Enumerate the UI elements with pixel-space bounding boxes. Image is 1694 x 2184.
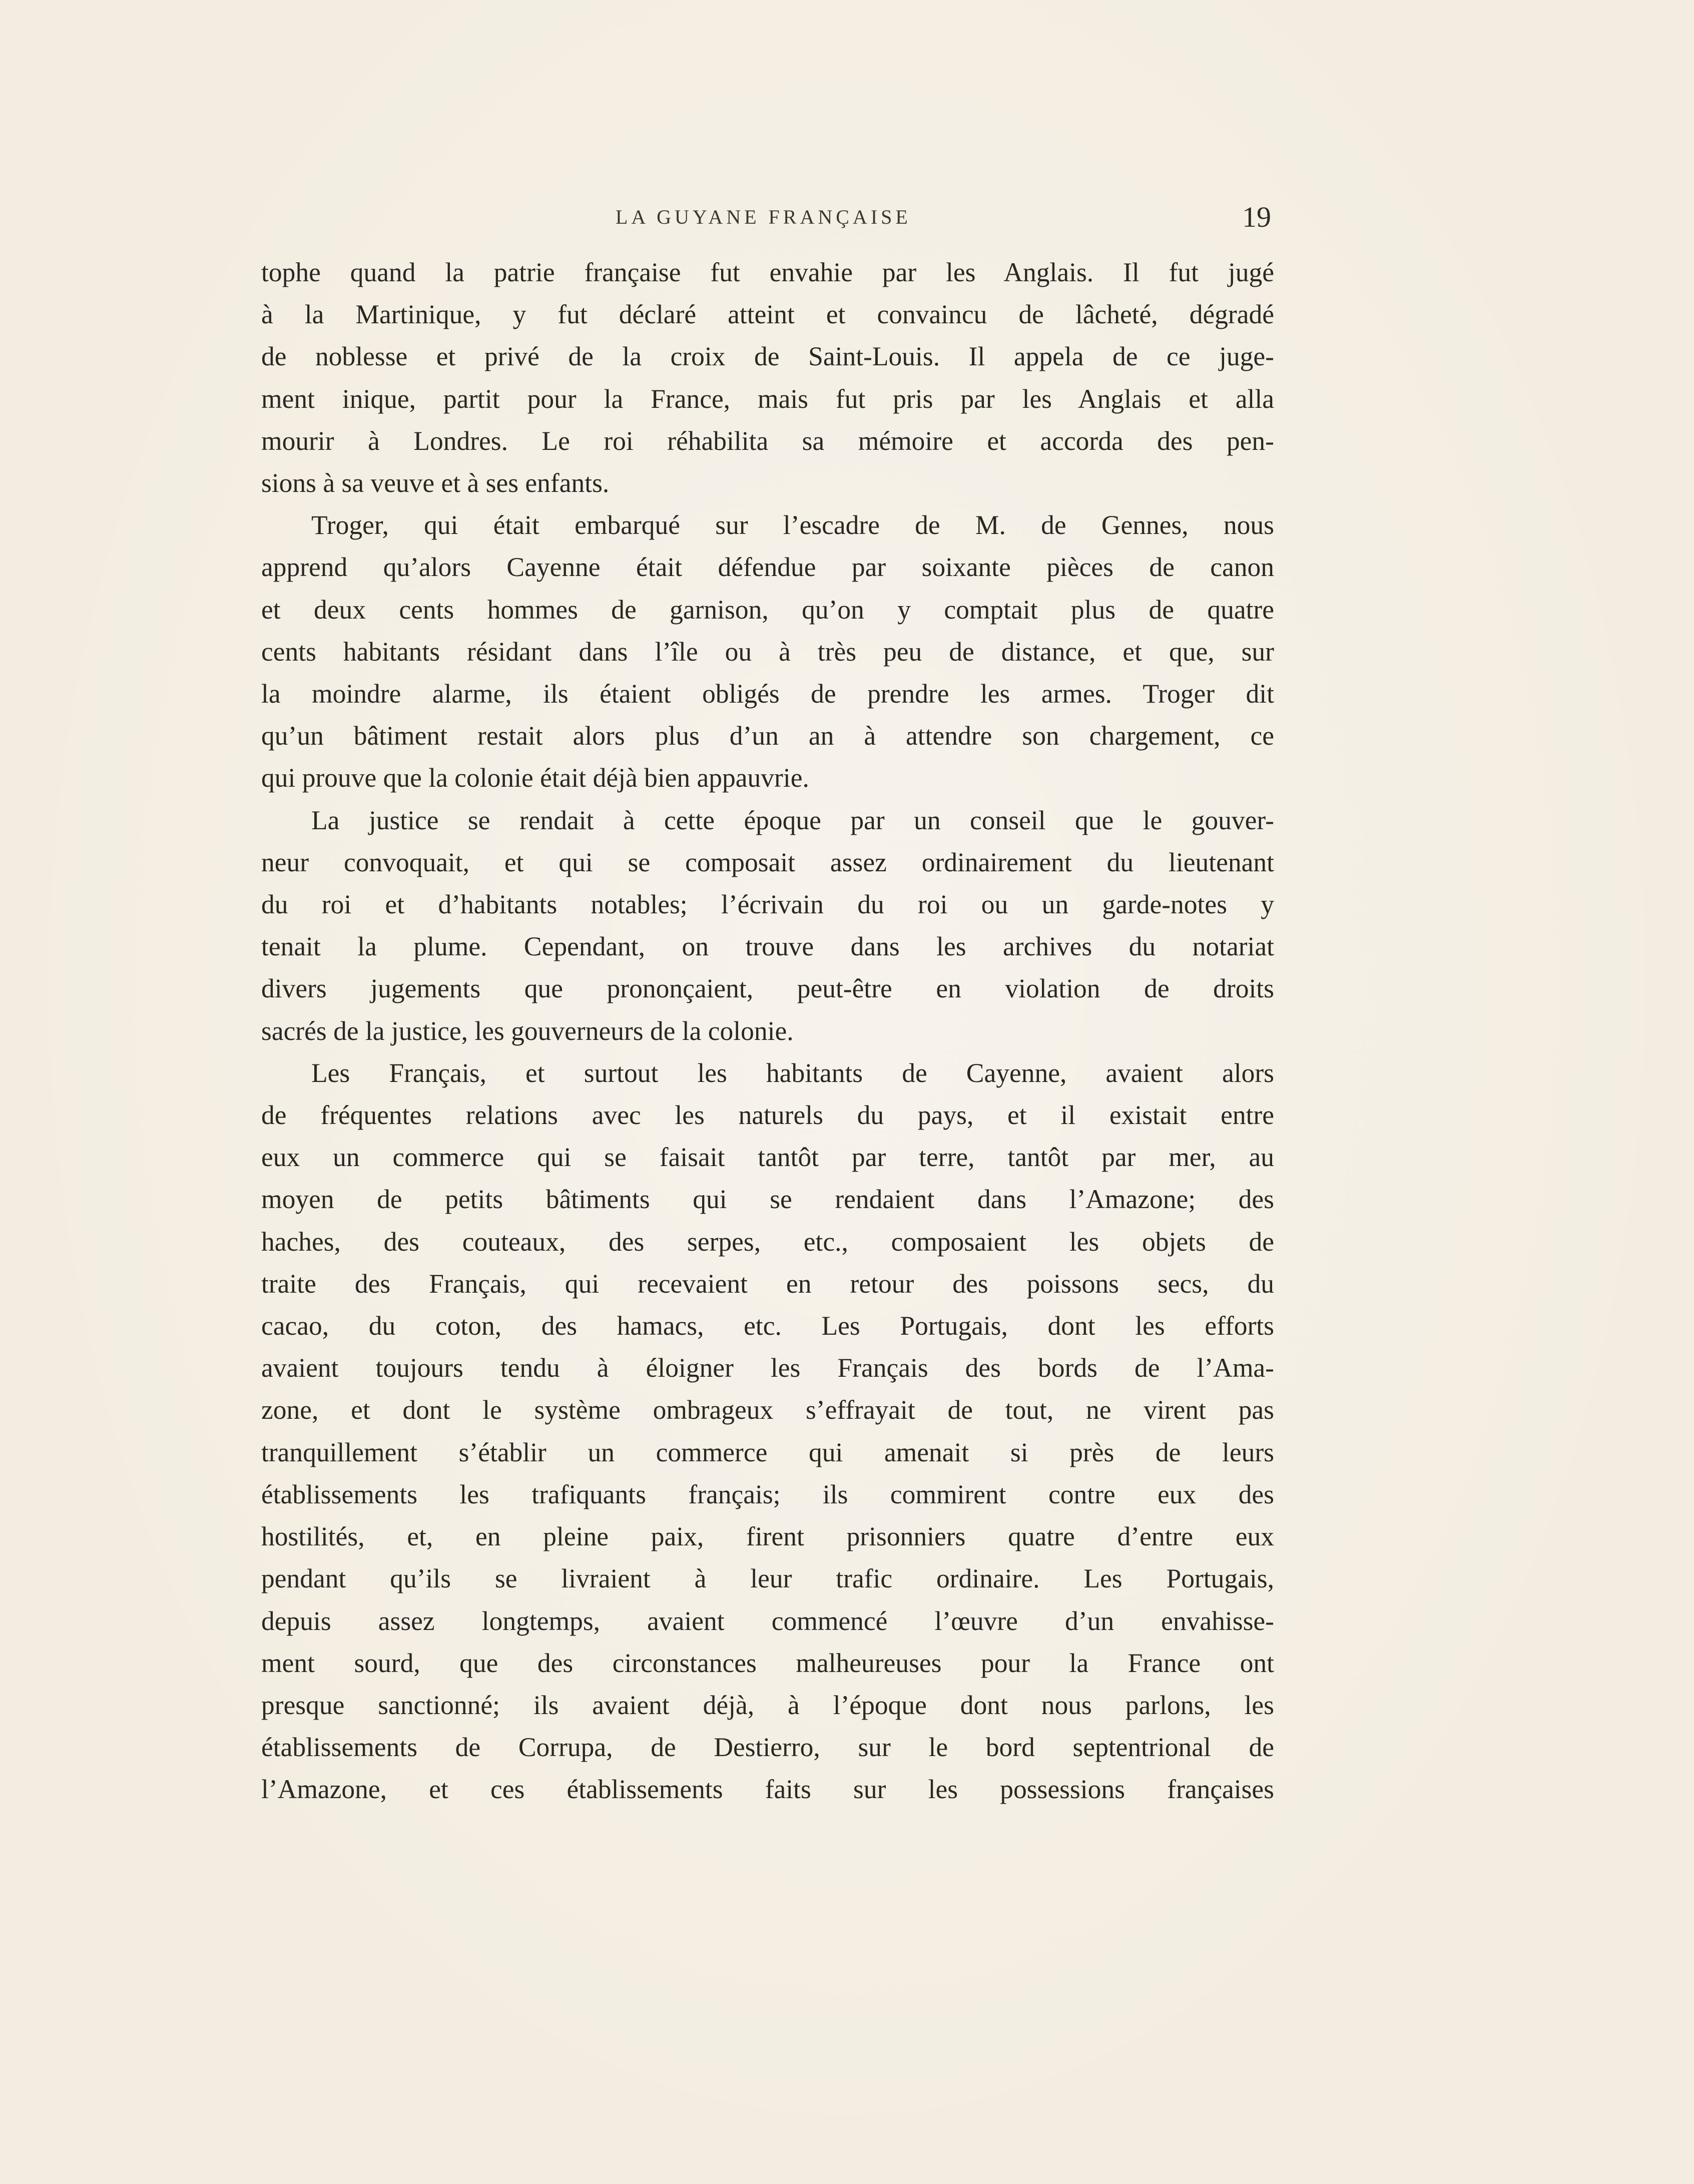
text-line: avaient toujours tendu à éloigner les Français des bords de l’Ama- xyxy=(261,1353,1274,1383)
text-line: la moindre alarme, ils étaient obligés de prendre les armes. Troger dit xyxy=(261,679,1274,709)
text-line: cents habitants résidant dans l’île ou à très peu de distance, et que, sur xyxy=(261,636,1274,667)
text-line: La justice se rendait à cette époque par un conseil que le gouver- xyxy=(311,805,1274,835)
text-line: sions à sa veuve et à ses enfants. xyxy=(261,468,610,498)
text-line: sacrés de la justice, les gouverneurs de la colonie. xyxy=(261,1015,794,1046)
text-line: haches, des couteaux, des serpes, etc., composaient les objets de xyxy=(261,1226,1274,1257)
text-line: traite des Français, qui recevaient en retour des poissons secs, du xyxy=(261,1268,1274,1299)
paragraph xyxy=(261,251,1274,504)
text-line: qu’un bâtiment restait alors plus d’un an à attendre son chargement, ce xyxy=(261,721,1274,751)
text-line: établissements de Corrupa, de Destierro, sur le bord septentrional de xyxy=(261,1732,1274,1763)
text-line: ment sourd, que des circonstances malheureuses pour la France ont xyxy=(261,1648,1274,1678)
text-line: divers jugements que prononçaient, peut-être en violation de droits xyxy=(261,973,1274,1004)
text-line: et deux cents hommes de garnison, qu’on y comptait plus de quatre xyxy=(261,594,1274,625)
text-line: à la Martinique, y fut déclaré atteint et convaincu de lâcheté, dégradé xyxy=(261,299,1274,330)
running-head xyxy=(260,200,1271,235)
text-line: ment inique, partit pour la France, mais fut pris par les Anglais et alla xyxy=(261,383,1274,414)
paragraph xyxy=(261,799,1274,1052)
text-line: presque sanctionné; ils avaient déjà, à l’époque dont nous parlons, les xyxy=(261,1690,1274,1720)
body-text xyxy=(261,251,1274,1811)
text-line: tenait la plume. Cependant, on trouve dans les archives du notariat xyxy=(261,931,1274,962)
text-line: l’Amazone, et ces établissements faits sur les possessions françaises xyxy=(261,1774,1274,1805)
text-line: Les Français, et surtout les habitants de Cayenne, avaient alors xyxy=(311,1057,1274,1088)
text-line: tophe quand la patrie française fut envahie par les Anglais. Il fut jugé xyxy=(261,257,1274,287)
text-line: du roi et d’habitants notables; l’écrivain du roi ou un garde-notes y xyxy=(261,889,1274,920)
text-line: pendant qu’ils se livraient à leur trafic ordinaire. Les Portugais, xyxy=(261,1563,1274,1594)
text-line: apprend qu’alors Cayenne était défendue par soixante pièces de canon xyxy=(261,552,1274,583)
text-line: Troger, qui était embarqué sur l’escadre de M. de Gennes, nous xyxy=(311,510,1274,540)
text-line: moyen de petits bâtiments qui se rendaient dans l’Amazone; des xyxy=(261,1184,1274,1215)
text-line: de noblesse et privé de la croix de Saint-Louis. Il appela de ce juge- xyxy=(261,341,1274,372)
text-line: cacao, du coton, des hamacs, etc. Les Portugais, dont les efforts xyxy=(261,1311,1274,1341)
paragraph xyxy=(261,504,1274,799)
text-line: depuis assez longtemps, avaient commencé l’œuvre d’un envahisse- xyxy=(261,1605,1274,1636)
text-line: de fréquentes relations avec les naturels du pays, et il existait entre xyxy=(261,1100,1274,1131)
text-line: eux un commerce qui se faisait tantôt par terre, tantôt par mer, au xyxy=(261,1142,1274,1173)
page-number: 19 xyxy=(1242,201,1271,233)
text-line: qui prouve que la colonie était déjà bien appauvrie. xyxy=(261,763,809,793)
text-line: mourir à Londres. Le roi réhabilita sa mémoire et accorda des pen- xyxy=(261,425,1274,456)
paragraph xyxy=(261,1052,1274,1811)
text-line: tranquillement s’établir un commerce qui amenait si près de leurs xyxy=(261,1437,1274,1467)
text-line: hostilités, et, en pleine paix, firent prisonniers quatre d’entre eux xyxy=(261,1521,1274,1552)
text-line: établissements les trafiquants français; ils commirent contre eux des xyxy=(261,1479,1274,1509)
running-title: LA GUYANE FRANÇAISE xyxy=(616,206,911,228)
text-line: neur convoquait, et qui se composait assez ordinairement du lieutenant xyxy=(261,847,1274,877)
text-line: zone, et dont le système ombrageux s’effrayait de tout, ne virent pas xyxy=(261,1395,1274,1425)
